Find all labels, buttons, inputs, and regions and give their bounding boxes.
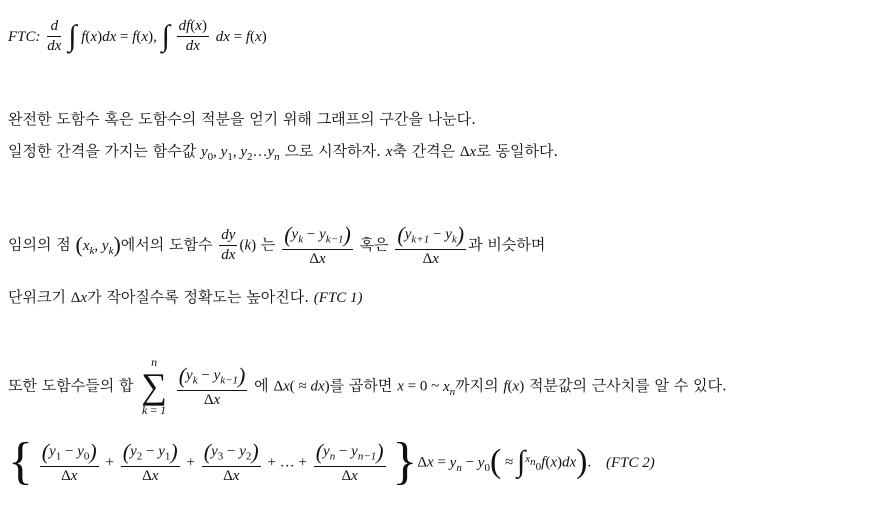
function-values: $y_0$, $y_1$, $y_2\dots y_n$ bbox=[200, 144, 280, 163]
df-dx-fraction: $\frac{df(x)}{dx}$ bbox=[178, 18, 207, 54]
text: 과 비슷하며 bbox=[468, 235, 546, 254]
right-brace: } bbox=[392, 433, 418, 490]
equation-tag: (FTC 1) bbox=[313, 290, 363, 306]
ftc-formula: FTC: $\frac{d}{dx}$ ∫ f(x)dx = f(x), ∫ $\frac{df(x)}{dx}$ dx = f(x) bbox=[8, 18, 267, 54]
ftc2-formula: { $\frac{(y_1 - y_0)}{\Delta x}$ + $\frac{(y_2 - y_1)}{\Delta x}$ + $\frac{(y_3 - y_2)}{\Delta x}$ + … + $\frac{(y_n - y_{n-1})}{\Delta x}$ }$\Delta x = y_n - y_0( \approx \int^{x_n}_0f(x)dx)$. (FTC 2) bbox=[8, 433, 655, 490]
text: 에 bbox=[254, 376, 269, 395]
summation: n ∑ k = 1 bbox=[141, 355, 167, 417]
text: 는 bbox=[260, 235, 276, 254]
text: 를 곱하면 bbox=[329, 376, 393, 395]
text: 완전한 도함수 혹은 도함수의 적분을 얻기 위해 그래프의 구간을 나눈다. bbox=[8, 110, 476, 128]
text: 으로 시작하자. bbox=[284, 142, 381, 160]
ftc-label: FTC: bbox=[8, 29, 41, 45]
text: 또한 도함수들의 합 bbox=[8, 376, 134, 395]
text: 혹은 bbox=[359, 235, 389, 254]
integral-sign: ∫ bbox=[68, 19, 77, 53]
paragraph-line: 일정한 간격을 가지는 함수값 $y_0$, $y_1$, $y_2\dots y_n$ 으로 시작하자. x축 간격은 Δx로 동일하다. bbox=[8, 142, 559, 163]
paragraph-line bbox=[8, 108, 476, 129]
integrand: f bbox=[81, 29, 86, 45]
backward-difference: $\frac{(y_k - y_{k-1})}{\Delta x}$ bbox=[284, 222, 351, 267]
paragraph-line: 단위크기 Δx가 작아질수록 정확도는 높아진다. (FTC 1) bbox=[8, 288, 363, 306]
dy-dx-fraction: $\frac{dy}{dx}$ bbox=[221, 226, 236, 263]
d-dx-fraction: $\frac{d}{dx}$ bbox=[47, 18, 62, 54]
paragraph-line: 임의의 점 ($x_k$, $y_k$)에서의 도함수 $\frac{dy}{dx}$ (k) 는 $\frac{(y_k - y_{k-1})}{\Delta x}$ 혹은 $\frac{(y_{k+1} - y_k)}{\Delta x}$ 과 비슷하며 bbox=[8, 222, 546, 267]
text: 단위크기 bbox=[8, 288, 66, 306]
text: 적분값의 근사치를 알 수 있다. bbox=[529, 376, 727, 395]
text: 에서의 도함수 bbox=[120, 235, 213, 254]
paragraph-line: 또한 도함수들의 합 n ∑ k = 1 $\frac{(y_k - y_{k-1})}{\Delta x}$ 에 Δx( ≈ dx)를 곱하면 x = 0 ~ $x_n$까지의 f(x) 적분값의 근사치를 알 수 있다. bbox=[8, 355, 727, 417]
integral-sign: ∫ bbox=[161, 19, 170, 53]
text: 임의의 점 bbox=[8, 235, 71, 254]
text: 축 간격은 bbox=[392, 142, 456, 160]
text: 가 작아질수록 정확도는 높아진다. bbox=[87, 288, 310, 306]
left-brace: { bbox=[8, 433, 33, 490]
text: 로 동일하다. bbox=[476, 142, 559, 160]
text: 일정한 간격을 가지는 함수값 bbox=[8, 142, 197, 160]
text: 까지의 bbox=[455, 376, 499, 395]
forward-difference: $\frac{(y_{k+1} - y_k)}{\Delta x}$ bbox=[397, 222, 465, 267]
backward-difference: $\frac{(y_k - y_{k-1})}{\Delta x}$ bbox=[178, 363, 246, 408]
equation-tag: (FTC 2) bbox=[606, 454, 655, 471]
